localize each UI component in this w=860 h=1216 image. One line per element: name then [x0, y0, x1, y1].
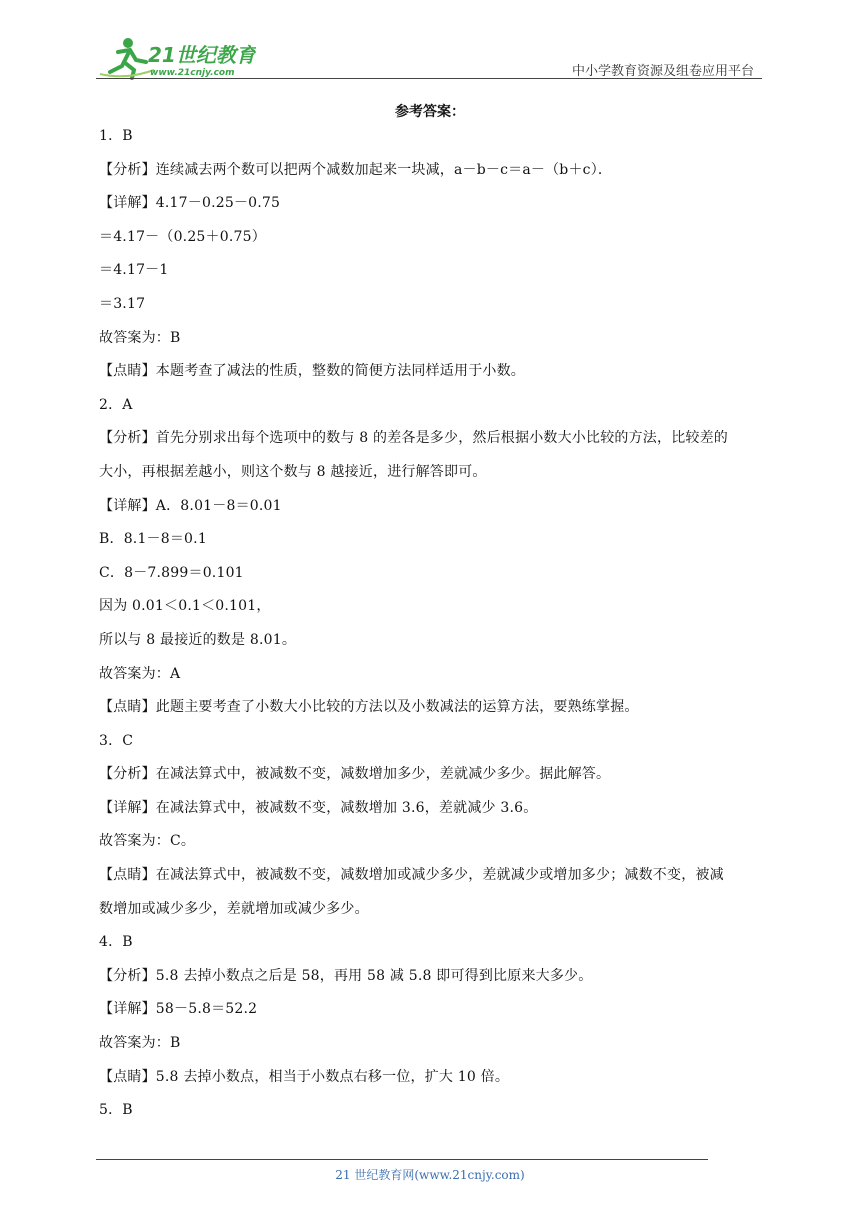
answer-line: 【点睛】5.8 去掉小数点，相当于小数点右移一位，扩大 10 倍。	[99, 1068, 510, 1085]
answer-line: ＝4.17－（0.25＋0.75）	[99, 228, 266, 245]
footer-divider	[96, 1159, 708, 1160]
answer-line: 【详解】58－5.8＝52.2	[99, 1001, 258, 1018]
answer-line: 故答案为：A	[99, 665, 181, 682]
answer-line: 大小，再根据差越小，则这个数与 8 越接近，进行解答即可。	[99, 463, 487, 480]
answer-line: ＝3.17	[99, 295, 146, 312]
logo-text: 21世纪教育	[148, 43, 256, 67]
answer-line: 【分析】首先分别求出每个选项中的数与 8 的差各是多少，然后根据小数大小比较的方法，比较差的	[99, 430, 729, 447]
answer-line: 所以与 8 最接近的数是 8.01。	[99, 631, 297, 648]
answer-line: 2．A	[99, 396, 133, 413]
answer-line: 【点睛】此题主要考查了小数大小比较的方法以及小数减法的运算方法，要熟练掌握。	[99, 699, 639, 716]
answer-line: 【点睛】本题考查了减法的性质，整数的简便方法同样适用于小数。	[99, 363, 525, 380]
answer-content	[99, 126, 764, 1134]
answer-line: 数增加或减少多少，差就增加或减少多少。	[99, 900, 369, 917]
page-title: 参考答案：	[395, 104, 465, 120]
answer-line: 【点睛】在减法算式中，被减数不变，减数增加或减少多少，差就减少或增加多少；减数不变，被减	[99, 867, 724, 884]
answer-line: 故答案为：B	[99, 1035, 181, 1052]
answer-line: 【详解】在减法算式中，被减数不变，减数增加 3.6，差就减少 3.6。	[99, 799, 538, 816]
answer-line: 3．C	[99, 732, 134, 749]
footer-link[interactable]: 21 世纪教育网(www.21cnjy.com)	[335, 1168, 525, 1182]
runner-icon	[100, 38, 154, 78]
logo	[96, 34, 256, 80]
platform-label: 中小学教育资源及组卷应用平台	[571, 64, 754, 79]
answer-line: 4．B	[99, 934, 133, 951]
answer-line: B．8.1－8＝0.1	[99, 531, 207, 548]
answer-line: 【分析】5.8 去掉小数点之后是 58，再用 58 减 5.8 即可得到比原来大多少。	[99, 967, 593, 984]
answer-line: 因为 0.01＜0.1＜0.101，	[99, 598, 271, 615]
answer-line: 5．B	[99, 1102, 133, 1119]
answer-line: 故答案为：B	[99, 329, 181, 346]
answer-line: 【详解】A．8.01－8＝0.01	[99, 497, 282, 514]
answer-line: C．8－7.899＝0.101	[99, 564, 244, 581]
logo-url: www.21cnjy.com	[150, 68, 235, 78]
answer-line: ＝4.17－1	[99, 262, 169, 279]
answer-line: 1．B	[99, 128, 133, 144]
header-divider	[96, 78, 762, 79]
answer-line: 【分析】在减法算式中，被减数不变，减数增加多少，差就减少多少。据此解答。	[99, 766, 611, 783]
answer-line: 故答案为：C。	[99, 833, 196, 850]
answer-line: 【分析】连续减去两个数可以把两个减数加起来一块减，a－b－c＝a－（b＋c）．	[99, 161, 613, 178]
answer-line: 【详解】4.17－0.25－0.75	[99, 195, 281, 212]
